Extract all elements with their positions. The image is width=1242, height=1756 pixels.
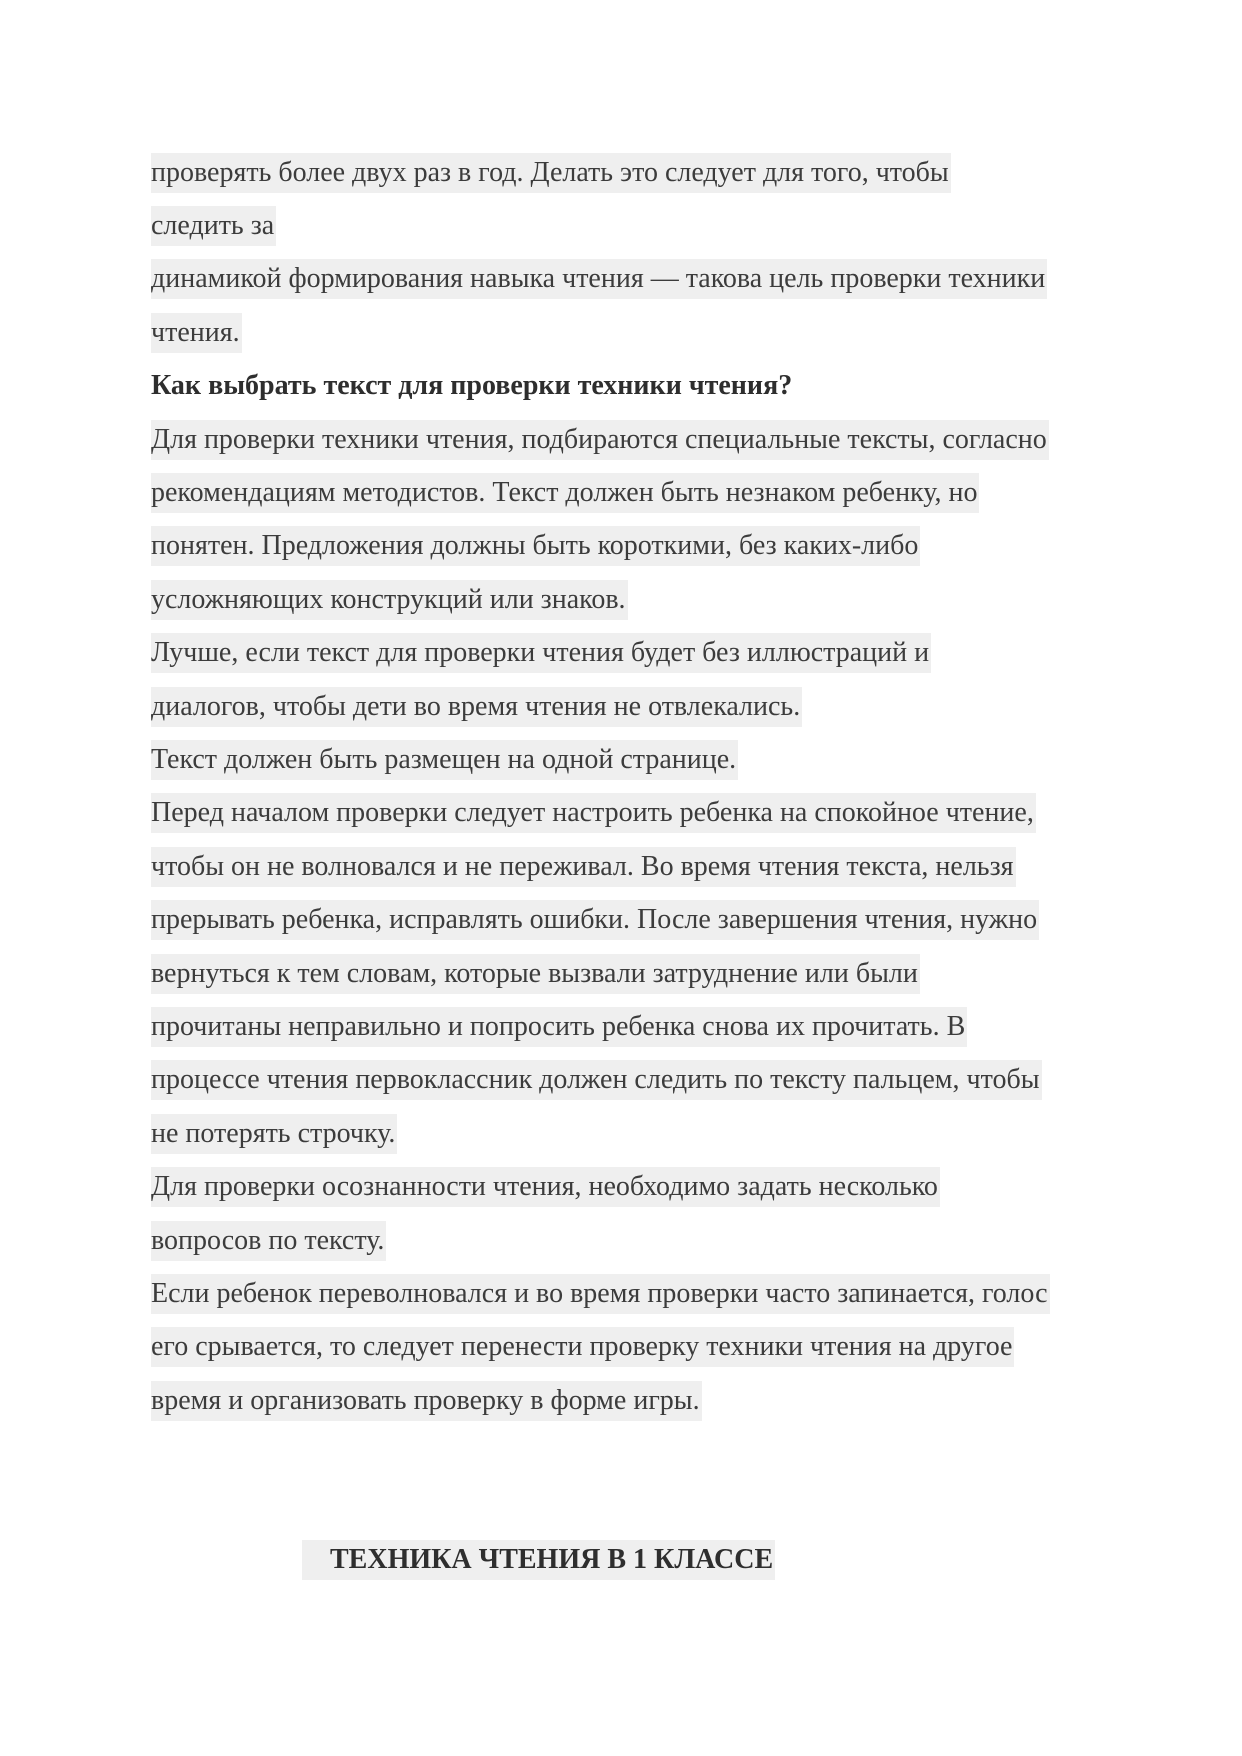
text-line: [151, 627, 1111, 680]
line-text: прерывать ребенка, исправлять ошибки. После завершения чтения, нужно: [151, 900, 1039, 940]
line-text: чтобы он не волновался и не переживал. Во время чтения текста, нельзя: [151, 847, 1016, 887]
line-text: следить за: [151, 206, 276, 246]
text-line: [151, 893, 1111, 946]
body-text: [151, 146, 1111, 1427]
line-text: время и организовать проверку в форме игры.: [151, 1381, 702, 1421]
text-line: [151, 1160, 1111, 1213]
line-text: Если ребенок переволновался и во время проверки часто запинается, голос: [151, 1274, 1050, 1314]
text-line: [151, 466, 1111, 519]
text-line: [151, 146, 1111, 199]
line-text: вернуться к тем словам, которые вызвали затруднение или были: [151, 954, 920, 994]
line-text: понятен. Предложения должны быть короткими, без каких-либо: [151, 526, 920, 566]
section-heading: ТЕХНИКА ЧТЕНИЯ В 1 КЛАССЕ: [302, 1540, 775, 1580]
text-line: [151, 1374, 1111, 1427]
line-text: вопросов по тексту.: [151, 1221, 386, 1261]
text-line: [151, 520, 1111, 573]
text-line: [151, 787, 1111, 840]
line-text: рекомендациям методистов. Текст должен быть незнаком ребенку, но: [151, 473, 979, 513]
text-line: [151, 1321, 1111, 1374]
text-line: [151, 840, 1111, 893]
text-line: [151, 1107, 1111, 1160]
line-text: прочитаны неправильно и попросить ребенка снова их прочитать. В: [151, 1007, 967, 1047]
line-text: динамикой формирования навыка чтения — такова цель проверки техники: [151, 259, 1047, 299]
text-line: [151, 947, 1111, 1000]
line-text: чтения.: [151, 313, 242, 353]
line-text: его срывается, то следует перенести проверку техники чтения на другое: [151, 1327, 1014, 1367]
line-text: усложняющих конструкций или знаков.: [151, 580, 628, 620]
line-text: диалогов, чтобы дети во время чтения не отвлекались.: [151, 687, 802, 727]
line-text: Для проверки техники чтения, подбираются специальные тексты, согласно: [151, 420, 1049, 460]
text-line: [151, 733, 1111, 786]
subheading-text: Как выбрать текст для проверки техники чтения?: [151, 370, 793, 402]
line-text: процессе чтения первоклассник должен следить по тексту пальцем, чтобы: [151, 1060, 1042, 1100]
line-text: Перед началом проверки следует настроить ребенка на спокойное чтение,: [151, 793, 1036, 833]
text-line: [151, 253, 1111, 306]
line-text: проверять более двух раз в год. Делать это следует для того, чтобы: [151, 153, 951, 193]
line-text: не потерять строчку.: [151, 1114, 397, 1154]
text-line: [151, 680, 1111, 733]
text-line: [151, 1267, 1111, 1320]
line-text: Лучше, если текст для проверки чтения будет без иллюстраций и: [151, 633, 931, 673]
line-text: Текст должен быть размещен на одной странице.: [151, 740, 738, 780]
line-text: Для проверки осознанности чтения, необходимо задать несколько: [151, 1167, 940, 1207]
text-line: [151, 199, 1111, 252]
text-line: [151, 1214, 1111, 1267]
text-line: [151, 573, 1111, 626]
text-line: [151, 413, 1111, 466]
text-line: [151, 1000, 1111, 1053]
text-line: [151, 306, 1111, 359]
subheading-line: [151, 360, 1111, 413]
text-line: [151, 1054, 1111, 1107]
